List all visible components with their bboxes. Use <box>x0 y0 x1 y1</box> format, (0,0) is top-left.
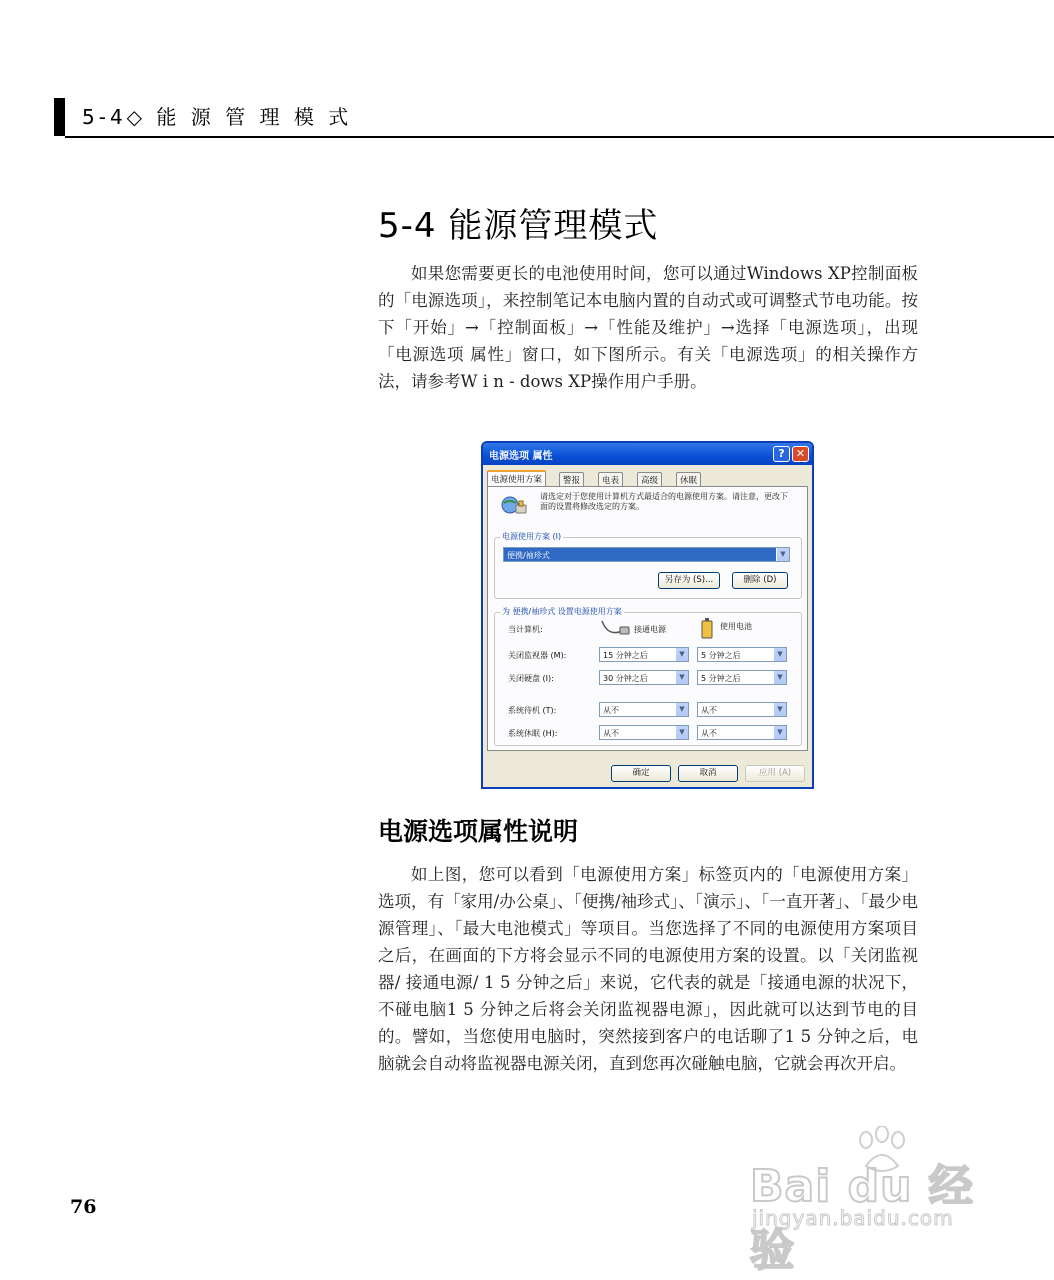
power-options-dialog <box>481 441 814 789</box>
scheme-group-label: 电源使用方案 (I) <box>502 532 562 541</box>
chevron-down-icon: ▼ <box>773 703 786 716</box>
watermark-logo: Bai du 经验 <box>750 1161 974 1276</box>
standby-label: 系统待机 (T): <box>508 706 557 715</box>
help-button[interactable]: ? <box>773 446 790 462</box>
watermark-url: jingyan.baidu.com <box>752 1206 954 1230</box>
hard-disk-off-label: 关闭硬盘 (I): <box>508 674 554 683</box>
dialog-title: 电源选项 属性 <box>489 451 553 462</box>
hard-disk-off-battery-value: 5 分钟之后 <box>701 674 741 683</box>
standby-plugged-select[interactable] <box>599 702 689 717</box>
body-paragraph: 如上图，您可以看到「电源使用方案」标签页内的「电源使用方案」选项，有「家用/办公桌」、「便携/袖珍式」、「演示」、「一直开著」、「最少电源管理」、「最大电池模式」等项目。当您选择了不同的电源使用方案项目之后，在画面的下方将会显示不同的电源使用方案的设置。以「关闭监视器/ 接通电源/ 1 5 分钟之后」来说，它代表的就是「接通电源的状况下，不碰电脑1 5 分钟之后将会关闭监视器电源」，因此就可以达到节电的目的。譬如，当您使用电脑时，突然接到客户的电话聊了1 5 分钟之后，电脑就会自动将监视器电源关闭，直到您再次碰触电脑，它就会再次开启。 <box>378 865 918 1073</box>
apply-button[interactable]: 应用 (A) <box>745 765 805 782</box>
dialog-titlebar <box>483 443 812 465</box>
chevron-down-icon: ▼ <box>773 726 786 739</box>
baidu-watermark <box>740 1130 1000 1276</box>
when-computer-label: 当计算机: <box>508 625 543 634</box>
close-button[interactable]: ✕ <box>792 446 809 462</box>
tab-panel <box>487 486 808 751</box>
chevron-down-icon: ▼ <box>675 703 688 716</box>
subsection-title: 电源选项属性说明 <box>378 817 579 846</box>
hard-disk-off-battery-select[interactable] <box>697 670 787 685</box>
chevron-down-icon: ▼ <box>776 548 789 561</box>
on-battery-label: 使用电池 <box>720 622 752 631</box>
intro-paragraph: 如果您需要更长的电池使用时间，您可以通过Windows XP控制面板的「电源选项」，来控制笔记本电脑内置的自动式或可调整式节电功能。按下「开始」→「控制面板」→「性能及维护」→选择「电源选项」，出现「电源选项 属性」窗口，如下图所示。有关「电源选项」的相关操作方法，请参考W i n - dows XP操作用户手册。 <box>378 264 918 391</box>
tab-hibernate[interactable]: 休眠 <box>676 472 701 486</box>
tab-power-schemes[interactable]: 电源使用方案 <box>487 470 546 486</box>
running-header <box>54 96 1054 138</box>
chevron-down-icon: ▼ <box>773 671 786 684</box>
page-number: 76 <box>70 1196 97 1218</box>
monitor-off-plugged-value: 15 分钟之后 <box>603 651 648 660</box>
ok-button[interactable]: 确定 <box>611 765 671 782</box>
hibernate-plugged-select[interactable] <box>599 725 689 740</box>
standby-plugged-value: 从不 <box>603 706 619 715</box>
chevron-down-icon: ▼ <box>773 648 786 661</box>
chevron-down-icon: ▼ <box>675 648 688 661</box>
standby-battery-value: 从不 <box>701 706 717 715</box>
hibernate-battery-select[interactable] <box>697 725 787 740</box>
section-title: 5-4 能源管理模式 <box>378 206 659 246</box>
hibernate-label: 系统休眠 (H): <box>508 729 558 738</box>
hibernate-plugged-value: 从不 <box>603 729 619 738</box>
cancel-button[interactable]: 取消 <box>678 765 738 782</box>
chevron-down-icon: ▼ <box>675 671 688 684</box>
monitor-off-battery-value: 5 分钟之后 <box>701 651 741 660</box>
scheme-select-value: 便携/袖珍式 <box>507 551 550 560</box>
power-scheme-icon <box>500 493 528 517</box>
header-rule <box>65 136 1054 138</box>
dialog-description: 请选定对于您使用计算机方式最适合的电源使用方案。请注意，更改下面的设置将修改选定的方案。 <box>540 492 788 511</box>
tab-alarms[interactable]: 警报 <box>559 472 584 486</box>
save-as-button[interactable]: 另存为 (S)... <box>658 572 720 589</box>
monitor-off-plugged-select[interactable] <box>599 647 689 662</box>
plugged-in-label: 接通电源 <box>634 625 666 634</box>
chevron-down-icon: ▼ <box>675 726 688 739</box>
standby-battery-select[interactable] <box>697 702 787 717</box>
hibernate-battery-value: 从不 <box>701 729 717 738</box>
running-header-text: 5-4◇ 能 源 管 理 模 式 <box>82 105 353 129</box>
hard-disk-off-plugged-select[interactable] <box>599 670 689 685</box>
monitor-off-battery-select[interactable] <box>697 647 787 662</box>
scheme-select[interactable] <box>503 547 790 562</box>
delete-button[interactable]: 删除 (D) <box>732 572 788 589</box>
battery-icon <box>701 617 713 639</box>
tab-power-meter[interactable]: 电表 <box>598 472 623 486</box>
plug-icon <box>600 617 632 641</box>
hard-disk-off-plugged-value: 30 分钟之后 <box>603 674 648 683</box>
tab-advanced[interactable]: 高级 <box>637 472 662 486</box>
settings-group-label: 为 便携/袖珍式 设置电源使用方案 <box>502 607 622 616</box>
header-bar <box>54 98 65 136</box>
monitor-off-label: 关闭监视器 (M): <box>508 651 567 660</box>
